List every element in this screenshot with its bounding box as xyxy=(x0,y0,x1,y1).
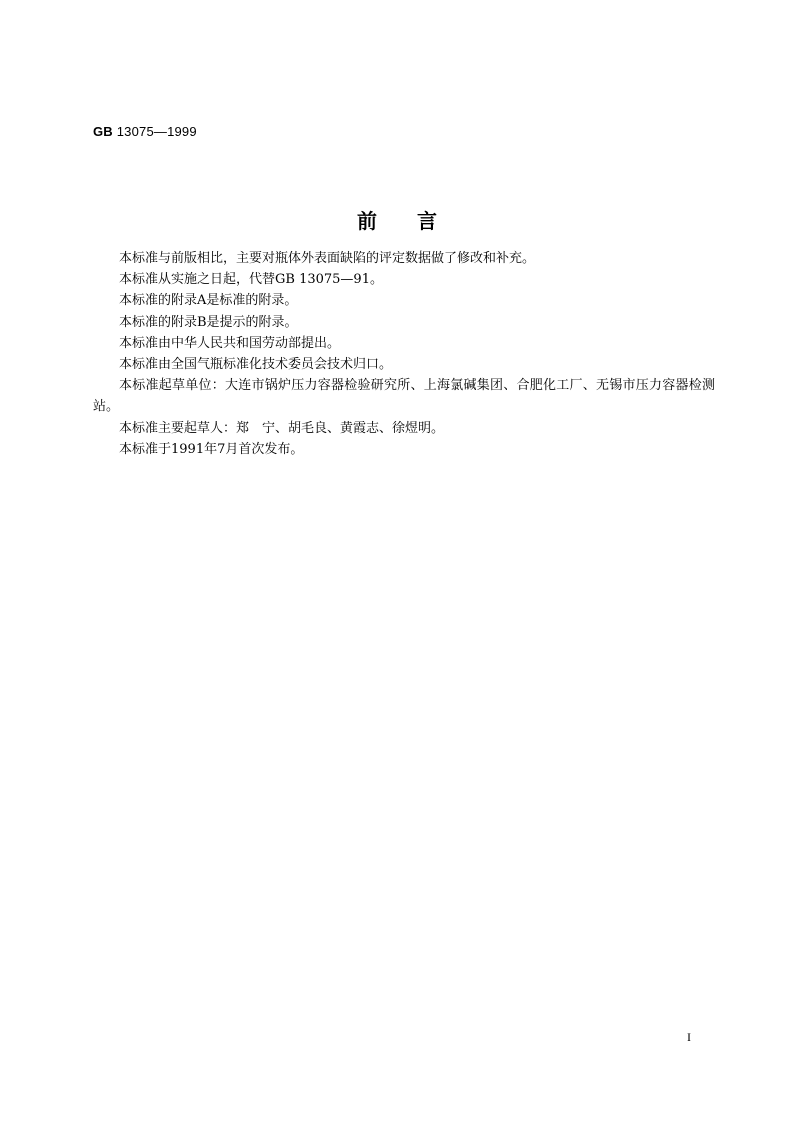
paragraph-revision-note: 本标准与前版相比，主要对瓶体外表面缺陷的评定数据做了修改和补充。 xyxy=(119,251,536,266)
paragraph-appendix-a: 本标准的附录A是标准的附录。 xyxy=(119,293,298,309)
paragraph-appendix-b: 本标准的附录B是提示的附录。 xyxy=(119,314,298,330)
foreword-body xyxy=(93,248,715,460)
standard-number: 13075—1999 xyxy=(116,124,197,139)
standard-identifier xyxy=(93,124,197,139)
page-number: I xyxy=(687,1030,691,1044)
paragraph-replacement: 本标准从实施之日起，代替GB 13075—91。 xyxy=(119,272,383,288)
paragraph-first-issue: 本标准于1991年7月首次发布。 xyxy=(119,441,304,457)
paragraph-technical-committee: 本标准由全国气瓶标准化技术委员会技术归口。 xyxy=(119,357,393,373)
paragraph-drafters: 本标准主要起草人：郑 宁、胡毛良、黄霞志、徐煜明。 xyxy=(119,420,445,436)
page-title: 前 言 xyxy=(357,209,437,233)
paragraph-drafting-units: 本标准起草单位：大连市锅炉压力容器检验研究所、上海氯碱集团、合肥化工厂、无锡市压力容器检测站。 xyxy=(93,378,715,415)
standard-prefix: GB xyxy=(93,124,113,139)
paragraph-proposer: 本标准由中华人民共和国劳动部提出。 xyxy=(119,335,341,351)
